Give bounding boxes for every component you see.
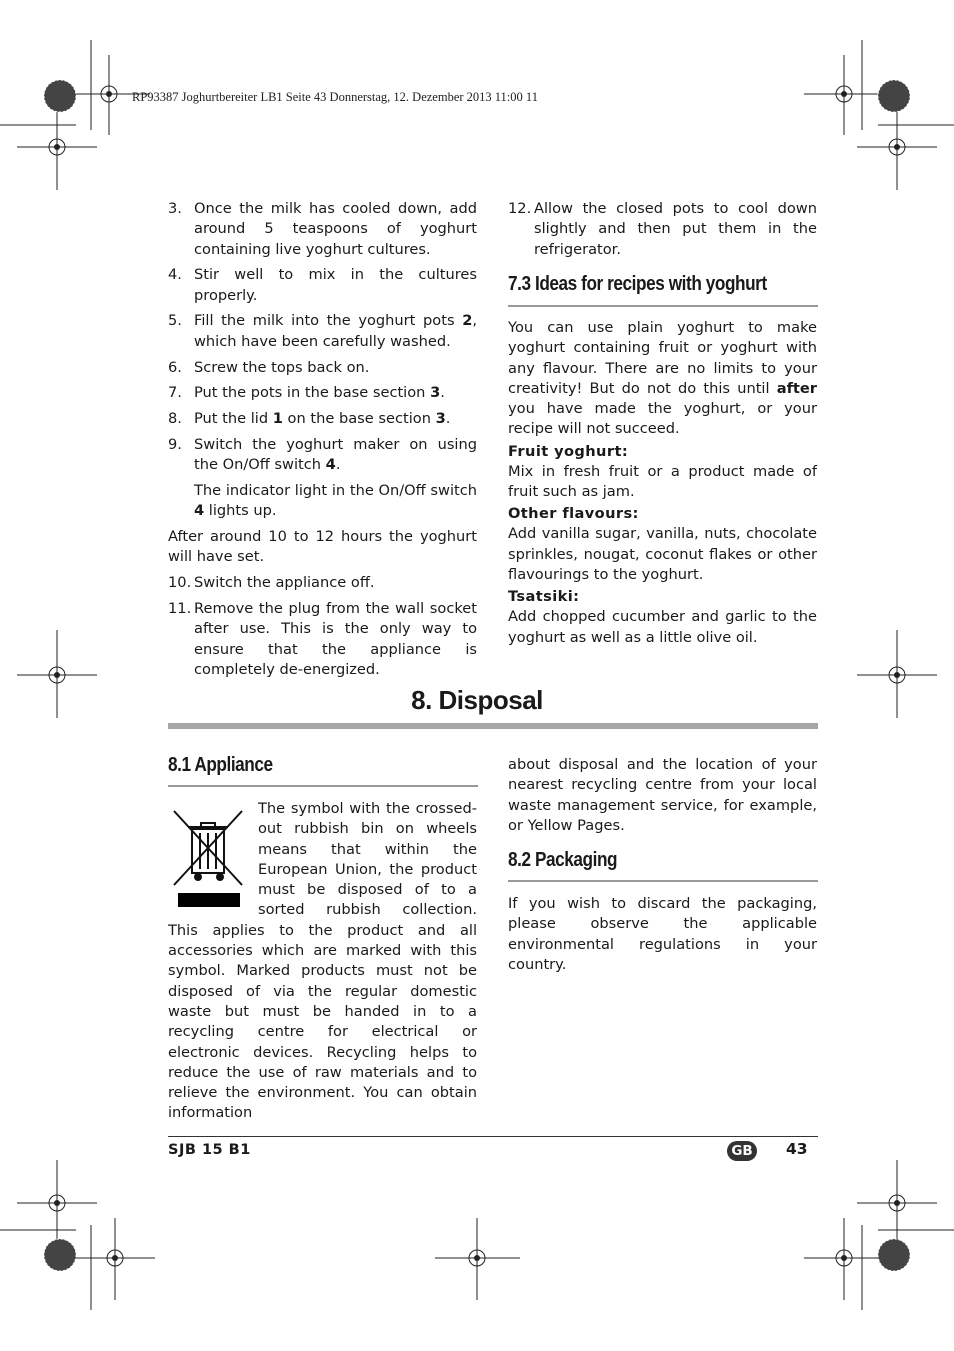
step-9 bbox=[168, 435, 477, 476]
section-7-3-body bbox=[508, 318, 817, 648]
fruit-yoghurt-heading: Fruit yoghurt: bbox=[508, 442, 629, 460]
footer-rule bbox=[168, 1136, 818, 1137]
step-text: Screw the tops back on. bbox=[194, 358, 370, 376]
step-7 bbox=[168, 383, 477, 403]
section-8-1-body bbox=[168, 799, 477, 1124]
step-number: 10. bbox=[168, 574, 192, 592]
section-8-1-title: 8.1 Appliance bbox=[168, 754, 273, 776]
step-number: 11. bbox=[168, 600, 192, 618]
language-badge: GB bbox=[727, 1141, 757, 1161]
crossed-out-bin-icon bbox=[168, 803, 246, 911]
section-8-2-rule bbox=[508, 880, 818, 882]
set-note: After around 10 to 12 hours the yoghurt will have set. bbox=[168, 528, 477, 566]
other-flavours-heading: Other flavours: bbox=[508, 505, 639, 523]
section-7-3-rule bbox=[508, 305, 818, 307]
step-text: Switch the appliance off. bbox=[194, 574, 375, 592]
step-text: Allow the closed pots to cool down slightly and then put them in the refrigerator. bbox=[534, 200, 817, 258]
section-8-1-rule bbox=[168, 785, 478, 787]
section-8-2-title: 8.2 Packaging bbox=[508, 849, 618, 871]
tsatsiki-heading: Tsatsiki: bbox=[508, 588, 580, 606]
recipes-intro: You can use plain yoghurt to make yoghurt containing fruit or yoghurt with any flavour. There are no limits to your creativity! But do not do this until after you have made the yoghurt, or your recipe will not succeed. bbox=[508, 319, 817, 438]
step-5 bbox=[168, 311, 477, 352]
step-number: 8. bbox=[168, 410, 182, 428]
step-8 bbox=[168, 409, 477, 429]
step-9-note: The indicator light in the On/Off switch 4 lights up. bbox=[194, 482, 477, 520]
step-12 bbox=[508, 199, 817, 260]
step-number: 9. bbox=[168, 435, 182, 453]
fruit-yoghurt-text: Mix in fresh fruit or a product made of fruit such as jam. bbox=[508, 462, 817, 501]
step-number: 6. bbox=[168, 358, 182, 376]
step-text: Put the lid 1 on the base section 3. bbox=[194, 410, 451, 428]
appliance-disposal-continued: about disposal and the location of your nearest recycling centre from your local waste management service, for example, or Yellow Pages. bbox=[508, 756, 817, 834]
step-number: 3. bbox=[168, 200, 182, 217]
step-text: Stir well to mix in the cultures properly. bbox=[194, 266, 477, 304]
appliance-disposal-text: The symbol with the crossed-out rubbish bin on wheels means that within the European Union, the product must be disposed of to a sorted rubbish collection. This applies to the product and all accessories which are marked with this symbol. Marked products must not be disposed of via the regular domestic waste but must be handed in to a recycling centre for electrical or electronic devices. Recycling helps to reduce the use of raw materials and to relieve the environment. You can obtain information bbox=[168, 800, 477, 1122]
chapter-8-title: 8. Disposal bbox=[411, 685, 543, 715]
step-number: 7. bbox=[168, 384, 182, 402]
packaging-text: If you wish to discard the packaging, please observe the applicable environmental regulations in your country. bbox=[508, 895, 817, 973]
step-number: 4. bbox=[168, 266, 182, 284]
instruction-steps-right bbox=[508, 199, 817, 265]
print-header: RP93387 Joghurtbereiter LB1 Seite 43 Donnerstag, 12. Dezember 2013 11:00 11 bbox=[132, 90, 538, 104]
other-flavours-text: Add vanilla sugar, vanilla, nuts, chocolate sprinkles, nougat, coconut flakes or other flavourings to the yoghurt. bbox=[508, 525, 817, 583]
step-text: Remove the plug from the wall socket after use. This is the only way to ensure that the appliance is completely de-energized. bbox=[194, 600, 477, 678]
step-text: Switch the yoghurt maker on using the On/Off switch 4. bbox=[194, 435, 477, 474]
tsatsiki-text: Add chopped cucumber and garlic to the yoghurt as well as a little olive oil. bbox=[508, 608, 817, 646]
page-number: 43 bbox=[786, 1140, 808, 1158]
step-text: Once the milk has cooled down, add around 5 teaspoons of yoghurt containing live yoghurt cultures. bbox=[194, 200, 477, 258]
step-text: Fill the milk into the yoghurt pots 2, which have been carefully washed. bbox=[194, 312, 477, 350]
registration-target-top-left bbox=[44, 80, 76, 112]
chapter-8-bar bbox=[168, 723, 818, 729]
footer-model: SJB 15 B1 bbox=[168, 1142, 251, 1158]
step-3 bbox=[168, 199, 477, 260]
step-text: Put the pots in the base section 3. bbox=[194, 384, 445, 402]
section-7-3-title: 7.3 Ideas for recipes with yoghurt bbox=[508, 273, 767, 295]
instruction-steps-left bbox=[168, 199, 477, 686]
step-11 bbox=[168, 599, 477, 680]
step-number: 12. bbox=[508, 200, 532, 217]
step-number: 5. bbox=[168, 312, 182, 330]
step-4 bbox=[168, 265, 477, 306]
step-10 bbox=[168, 573, 477, 593]
step-6 bbox=[168, 358, 477, 378]
